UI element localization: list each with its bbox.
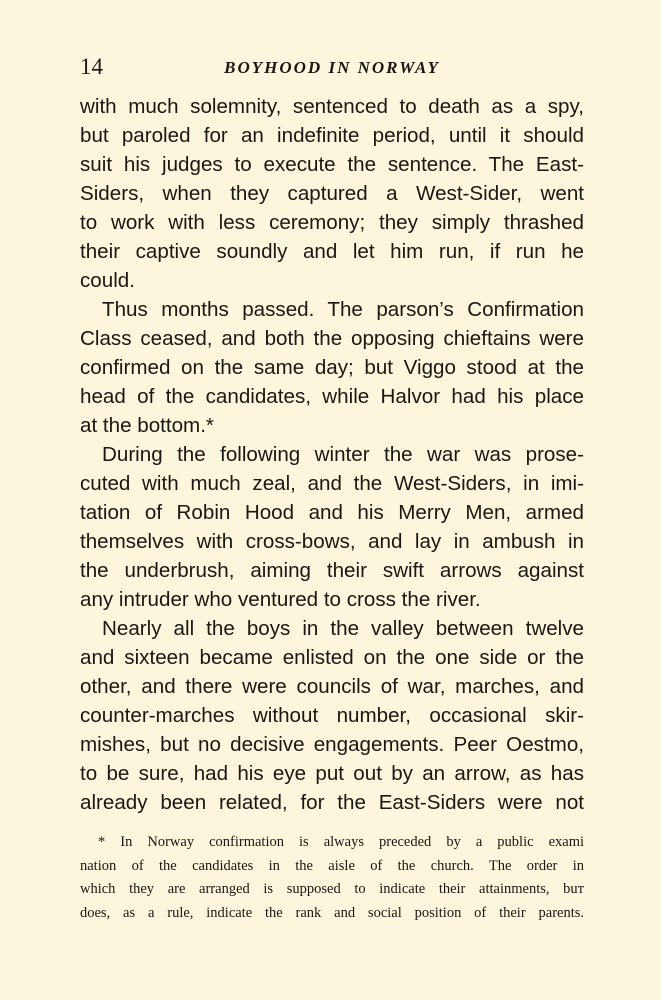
body-line: at the bottom.*: [80, 414, 214, 437]
page-number: 14: [80, 54, 103, 79]
body-line: mishes, but no decisive engagements. Peer Oestmo,: [80, 733, 584, 756]
body-text: [80, 92, 584, 817]
body-line: themselves with cross-bows, and lay in ambush in: [80, 530, 584, 553]
body-line: Thus months passed. The parson’s Confirmation: [102, 298, 584, 321]
body-line: suit his judges to execute the sentence. The East-: [80, 153, 584, 176]
body-line: already been related, for the East-Siders were not: [80, 791, 584, 814]
body-line: Nearly all the boys in the valley between twelve: [102, 617, 584, 640]
body-line: their captive soundly and let him run, if run he: [80, 240, 584, 263]
running-head: BOYHOOD IN NORWAY: [224, 58, 440, 77]
footnote: [80, 831, 584, 925]
footnote-line: * In Norway confirmation is always preceded by a public exami: [98, 834, 584, 850]
body-line: Class ceased, and both the opposing chieftains were: [80, 327, 584, 350]
body-line: could.: [80, 269, 135, 292]
body-line: to be sure, had his eye put out by an arrow, as has: [80, 762, 584, 785]
body-line: but paroled for an indefinite period, until it should: [80, 124, 584, 147]
body-line: confirmed on the same day; but Viggo stood at the: [80, 356, 584, 379]
footnote-line: does, as a rule, indicate the rank and social position of their parents.: [80, 904, 584, 921]
body-line: to work with less ceremony; they simply thrashed: [80, 211, 584, 234]
body-line: head of the candidates, while Halvor had his place: [80, 385, 584, 408]
body-line: the underbrush, aiming their swift arrows against: [80, 559, 584, 582]
body-line: any intruder who ventured to cross the river.: [80, 588, 481, 611]
body-line: During the following winter the war was prose-: [102, 443, 584, 466]
body-line: cuted with much zeal, and the West-Siders, in imi-: [80, 472, 584, 495]
body-line: tation of Robin Hood and his Merry Men, armed: [80, 501, 584, 524]
page-header: [80, 50, 584, 84]
body-line: with much solemnity, sentenced to death as a spy,: [80, 95, 584, 118]
body-line: and sixteen became enlisted on the one side or the: [80, 646, 584, 669]
footnote-line: nation of the candidates in the aisle of the church. The order in: [80, 857, 584, 874]
body-line: Siders, when they captured a West-Sider, went: [80, 182, 584, 205]
body-line: counter-marches without number, occasional skir-: [80, 704, 584, 727]
body-line: other, and there were councils of war, marches, and: [80, 675, 584, 698]
footnote-line: which they are arranged is supposed to indicate their attainments, buᴛ: [80, 881, 584, 897]
